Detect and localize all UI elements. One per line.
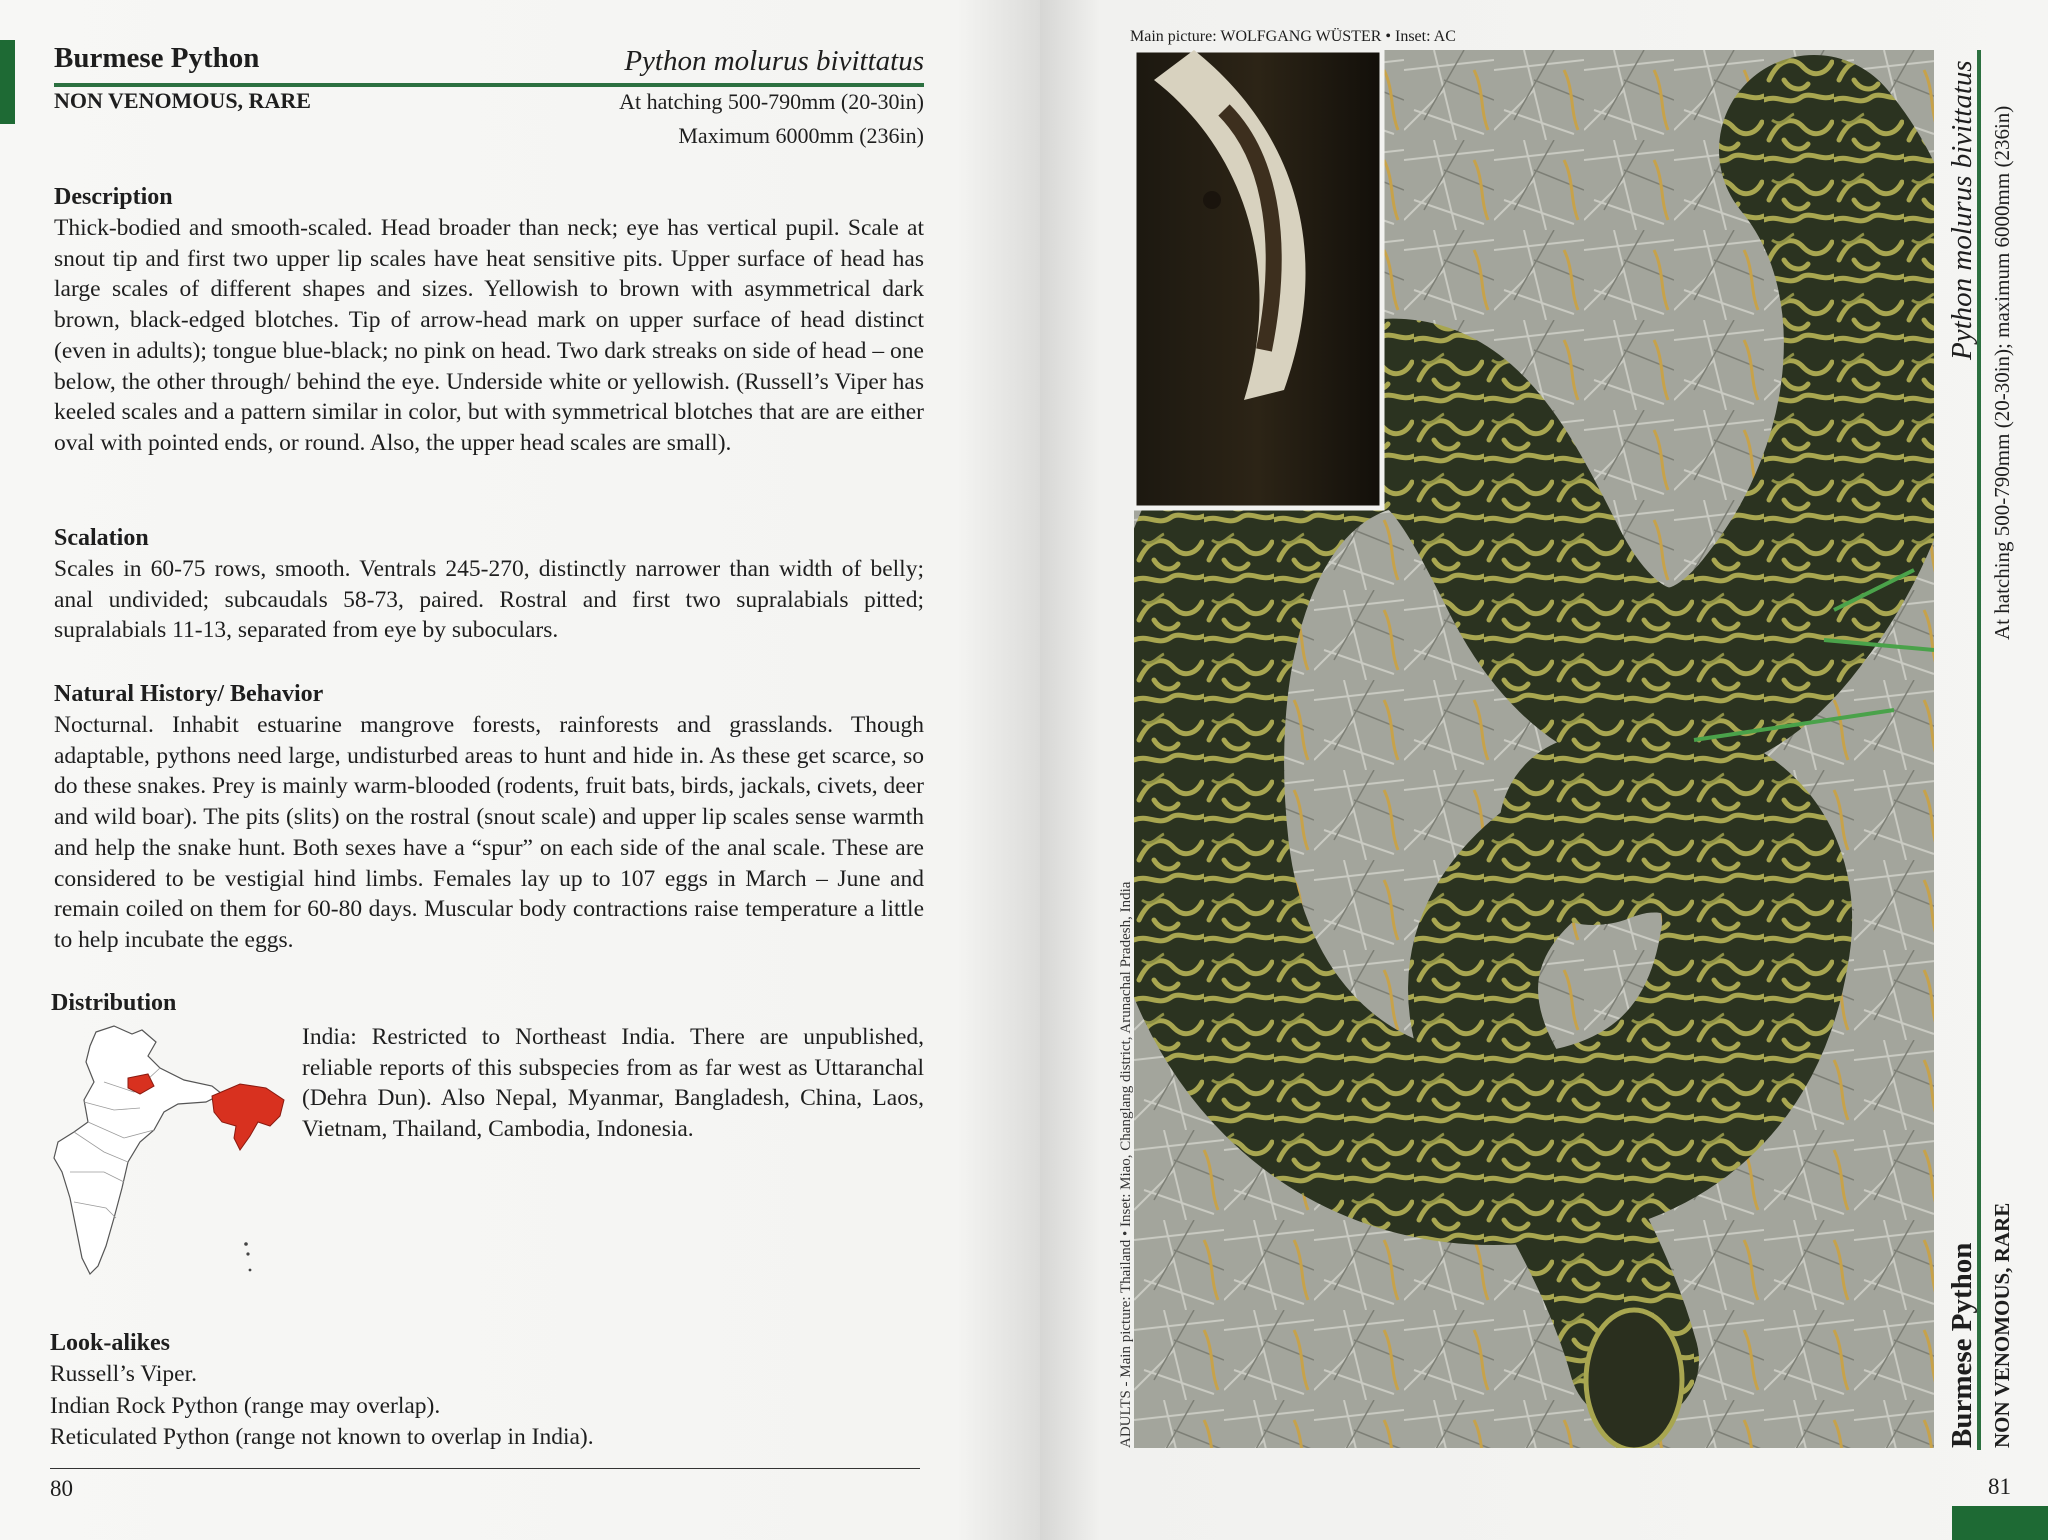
andaman-islands [246,1252,249,1255]
venom-status: NON VENOMOUS, RARE [54,88,311,113]
northeast-india-highlight [212,1084,284,1150]
section-text: Nocturnal. Inhabit estuarine mangrove forests, rainforests and grasslands. Though adaptable, pythons need large, undisturbed areas to hunt and hide in. As these get scarce, so do these snakes. Prey is mainly warm-blooded (rodents, fruit bats, birds, jackals, civets, deer and wild boar). The pits (slits) on the rostral (snout scale) and upper lip scales sense warmth and help the snake hunt. Both sexes have a “spur” on each side of the anal scale. These are considered to be vestigial hind limbs. Females lay up to 107 eggs in March – June and remain coiled on them for 60-80 days. Muscular body contractions raise temperature a little to help incubate the eggs. [54,712,924,953]
section-text: Scales in 60-75 rows, smooth. Ventrals 245-270, distinctly narrower than width of belly; anal undivided; subcaudals 58-73, paired. Rostral and first two supralabials pitted; supralabials 11-13, separated from eye by suboculars. [54,556,924,644]
lookalikes-heading: Look-alikes [50,1330,171,1356]
photo-caption: ADULTS - Main picture: Thailand • Inset: Miao, Changlang district, Arunachal Pradesh, India [1118,881,1134,1448]
side-common-name: Burmese Python [1946,1242,1978,1448]
page-number: 81 [1988,1474,2011,1499]
side-lengths: At hatching 500-790mm (20-30in); maximum 6000mm (236in) [1990,105,2014,640]
distribution-text: India: Restricted to Northeast India. There are unpublished, reliable reports of this subspecies from as far west as Uttaranchal (Dehra Dun). Also Nepal, Myanmar, Bangladesh, China, Laos, Vietnam, Thailand, Cambodia, Indonesia. [302,1024,924,1143]
lookalike-item: Russell’s Viper. [50,1361,198,1387]
distribution-heading: Distribution [51,990,177,1016]
species-common-name: Burmese Python [54,42,260,74]
side-status: NON VENOMOUS, RARE [1990,1202,2014,1448]
lookalikes-section [50,1330,930,1454]
scalation-section [54,525,924,646]
hatching-length: At hatching 500-790mm (20-30in) [619,89,924,114]
footer-rule [50,1468,920,1469]
nicobar-islands [249,1269,252,1272]
page-number: 80 [50,1476,73,1501]
section-text: Thick-bodied and smooth-scaled. Head broader than neck; eye has vertical pupil. Scale at snout tip and first two upper lip scales have heat sensitive pits. Upper surface of head has large scales of different shapes and sizes. Yellowish to brown with asymmetrical dark brown, black-edged blotches. Tip of arrow-head mark on upper surface of head distinct (even in adults); tongue blue-black; no pink on head. Two dark streaks on side of head – one below, the other through/ behind the eye. Underside white or yellowish. (Russell’s Viper has keeled scales and a pattern similar in color, but with symmetrical blotches that are are either oval with pointed ends, or round. Also, the upper head scales are small). [54,215,924,456]
python-head [1586,1310,1682,1448]
section-tab [0,40,15,124]
section-tab [1952,1506,2048,1540]
species-scientific-name: Python molurus bivittatus [624,45,924,77]
lookalike-item: Reticulated Python (range not known to overlap in India). [50,1424,594,1450]
section-heading: Natural History/ Behavior [54,681,324,707]
lookalike-item: Indian Rock Python (range may overlap). [50,1392,441,1419]
photo-credit: Main picture: WOLFGANG WÜSTER • Inset: AC [1130,28,1456,45]
side-scientific-name: Python molurus bivittatus [1946,60,1978,360]
natural-history-section [54,681,924,956]
inset-eye [1203,191,1221,209]
main-photo [1134,50,1934,1448]
python-photo [1134,50,1934,1448]
description-section [54,184,924,459]
section-heading: Scalation [54,525,149,551]
andaman-islands [244,1242,248,1246]
right-page [1040,0,2048,1540]
india-outline [54,1026,222,1274]
india-distribution-map [44,1022,294,1292]
section-heading: Description [54,184,173,210]
maximum-length: Maximum 6000mm (236in) [678,123,924,148]
